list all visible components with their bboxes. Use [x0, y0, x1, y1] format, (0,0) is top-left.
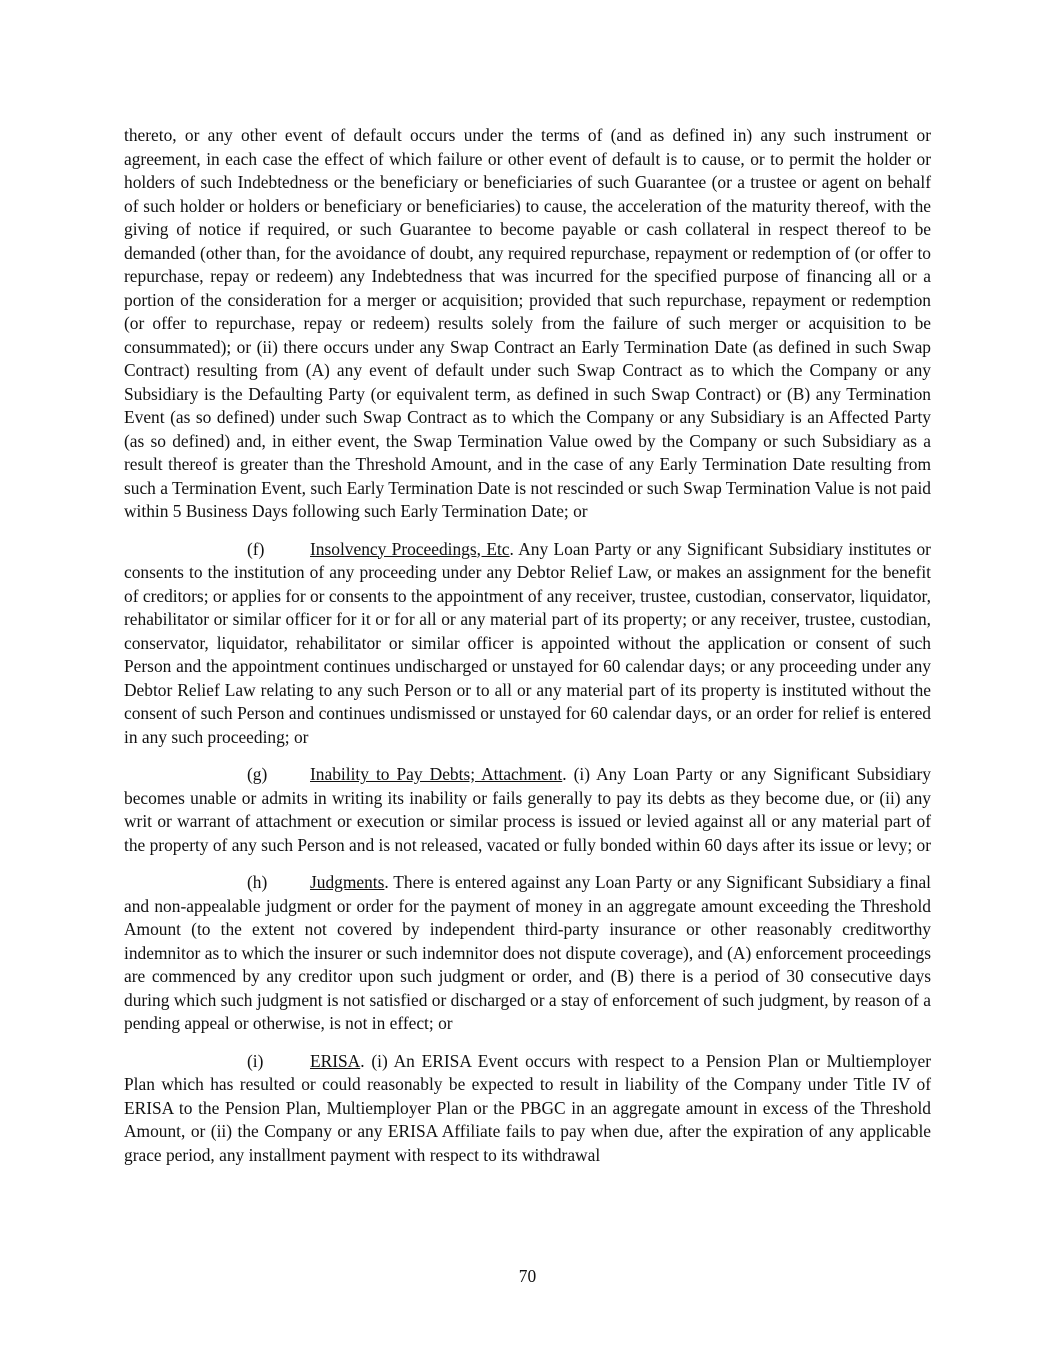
- section-heading: ERISA: [310, 1050, 361, 1071]
- section-body: . Any Loan Party or any Significant Subsidiary institutes or consents to the institution of any proceeding under any Debtor Relief Law, or makes an assignment for the benefit of creditors; or applies for or consents to the appointment of any receiver, trustee, custodian, conservator, liquidator, rehabilitator or similar officer for it or for all or any material part of its property; or any receiver, trustee, custodian, conservator, liquidator, rehabilitator or similar officer is appointed without the application or consent of such Person and the appointment continues undischarged or unstayed for 60 calendar days; or any proceeding under any Debtor Relief Law relating to any such Person or to all or any material part of its property is instituted without the consent of such Person and continues undismissed or unstayed for 60 calendar days, or an order for relief is entered in any such proceeding; or: [124, 538, 931, 747]
- section-body: . (i) Any Loan Party or any Significant Subsidiary becomes unable or admits in writing its inability or fails generally to pay its debts as they become due, or (ii) any writ or warrant of attachment or execution or similar process is issued or levied against all or any material part of the property of any such Person and is not released, vacated or fully bonded within 60 days after its issue or levy; or: [124, 764, 932, 855]
- section-g-paragraph: [124, 763, 931, 857]
- section-marker: (i): [247, 1050, 264, 1071]
- continuation-paragraph: thereto, or any other event of default occurs under the terms of (and as defined in) any such instrument or agreement, in each case the effect of which failure or other event of default is to cause, or to permit the holder or holders of such Indebtedness or the beneficiary or beneficiaries of such Guarantee (or a trustee or agent on behalf of such holder or holders or beneficiary or beneficiaries) to cause, the acceleration of the maturity thereof, with the giving of notice if required, or such Guarantee to become payable or cash collateral in respect thereof to be demanded (other than, for the avoidance of doubt, any required repurchase, repayment or redemption of (or offer to repurchase, repay or redeem) any Indebtedness that was incurred for the specified purpose of financing all or a portion of the consideration for a merger or acquisition; provided that such repurchase, repayment or redemption (or offer to repurchase, repay or redeem) results solely from the failure of such merger or acquisition to be consummated); or (ii) there occurs under any Swap Contract an Early Termination Date (as defined in such Swap Contract) resulting from (A) any event of default under such Swap Contract as to which the Company or any Subsidiary is the Defaulting Party (or equivalent term, as defined in such Swap Contract) or (B) any Termination Event (as so defined) under such Swap Contract as to which the Company or any Subsidiary is an Affected Party (as so defined) and, in either event, the Swap Termination Value owed by the Company or such Subsidiary as a result thereof is greater than the Threshold Amount, and in the case of any Early Termination Date resulting from such a Termination Event, such Early Termination Date is not rescinded or such Swap Termination Value is not paid within 5 Business Days following such Early Termination Date; or: [124, 125, 931, 521]
- section-marker: (h): [247, 872, 268, 892]
- section-i-paragraph: [124, 1050, 931, 1168]
- section-heading: Judgments: [310, 872, 385, 892]
- section-heading: Inability to Pay Debts; Attachment: [310, 764, 563, 784]
- section-body: . There is entered against any Loan Party or any Significant Subsidiary a final and non-appealable judgment or order for the payment of money in an aggregate amount exceeding the Threshold Amount (to the extent not covered by independent third-party insurance or other reasonably creditworthy indemnitor as to which the insurer or such indemnitor does not dispute coverage), and (A) enforcement proceedings are commenced by any creditor upon such judgment or order, and (B) there is a period of 30 consecutive days during which such judgment is not satisfied or discharged or a stay of enforcement of such judgment, by reason of a pending appeal or otherwise, is not in effect; or: [124, 872, 931, 1033]
- section-f-paragraph: [124, 538, 931, 750]
- page-number: 70: [518, 1266, 537, 1286]
- section-marker: (f): [247, 538, 265, 559]
- document-page: [124, 124, 931, 1181]
- section-h-paragraph: [124, 871, 931, 1036]
- section-marker: (g): [247, 764, 268, 784]
- section-heading: Insolvency Proceedings, Etc: [310, 538, 510, 559]
- section-body: . (i) An ERISA Event occurs with respect to a Pension Plan or Multiemployer Plan which has resulted or could reasonably be expected to result in liability of the Company under Title IV of ERISA to the Pension Plan, Multiemployer Plan or the PBGC in an aggregate amount in excess of the Threshold Amount, or (ii) the Company or any ERISA Affiliate fails to pay when due, after the expiration of any applicable grace period, any installment payment with respect to its withdrawal: [124, 1050, 931, 1165]
